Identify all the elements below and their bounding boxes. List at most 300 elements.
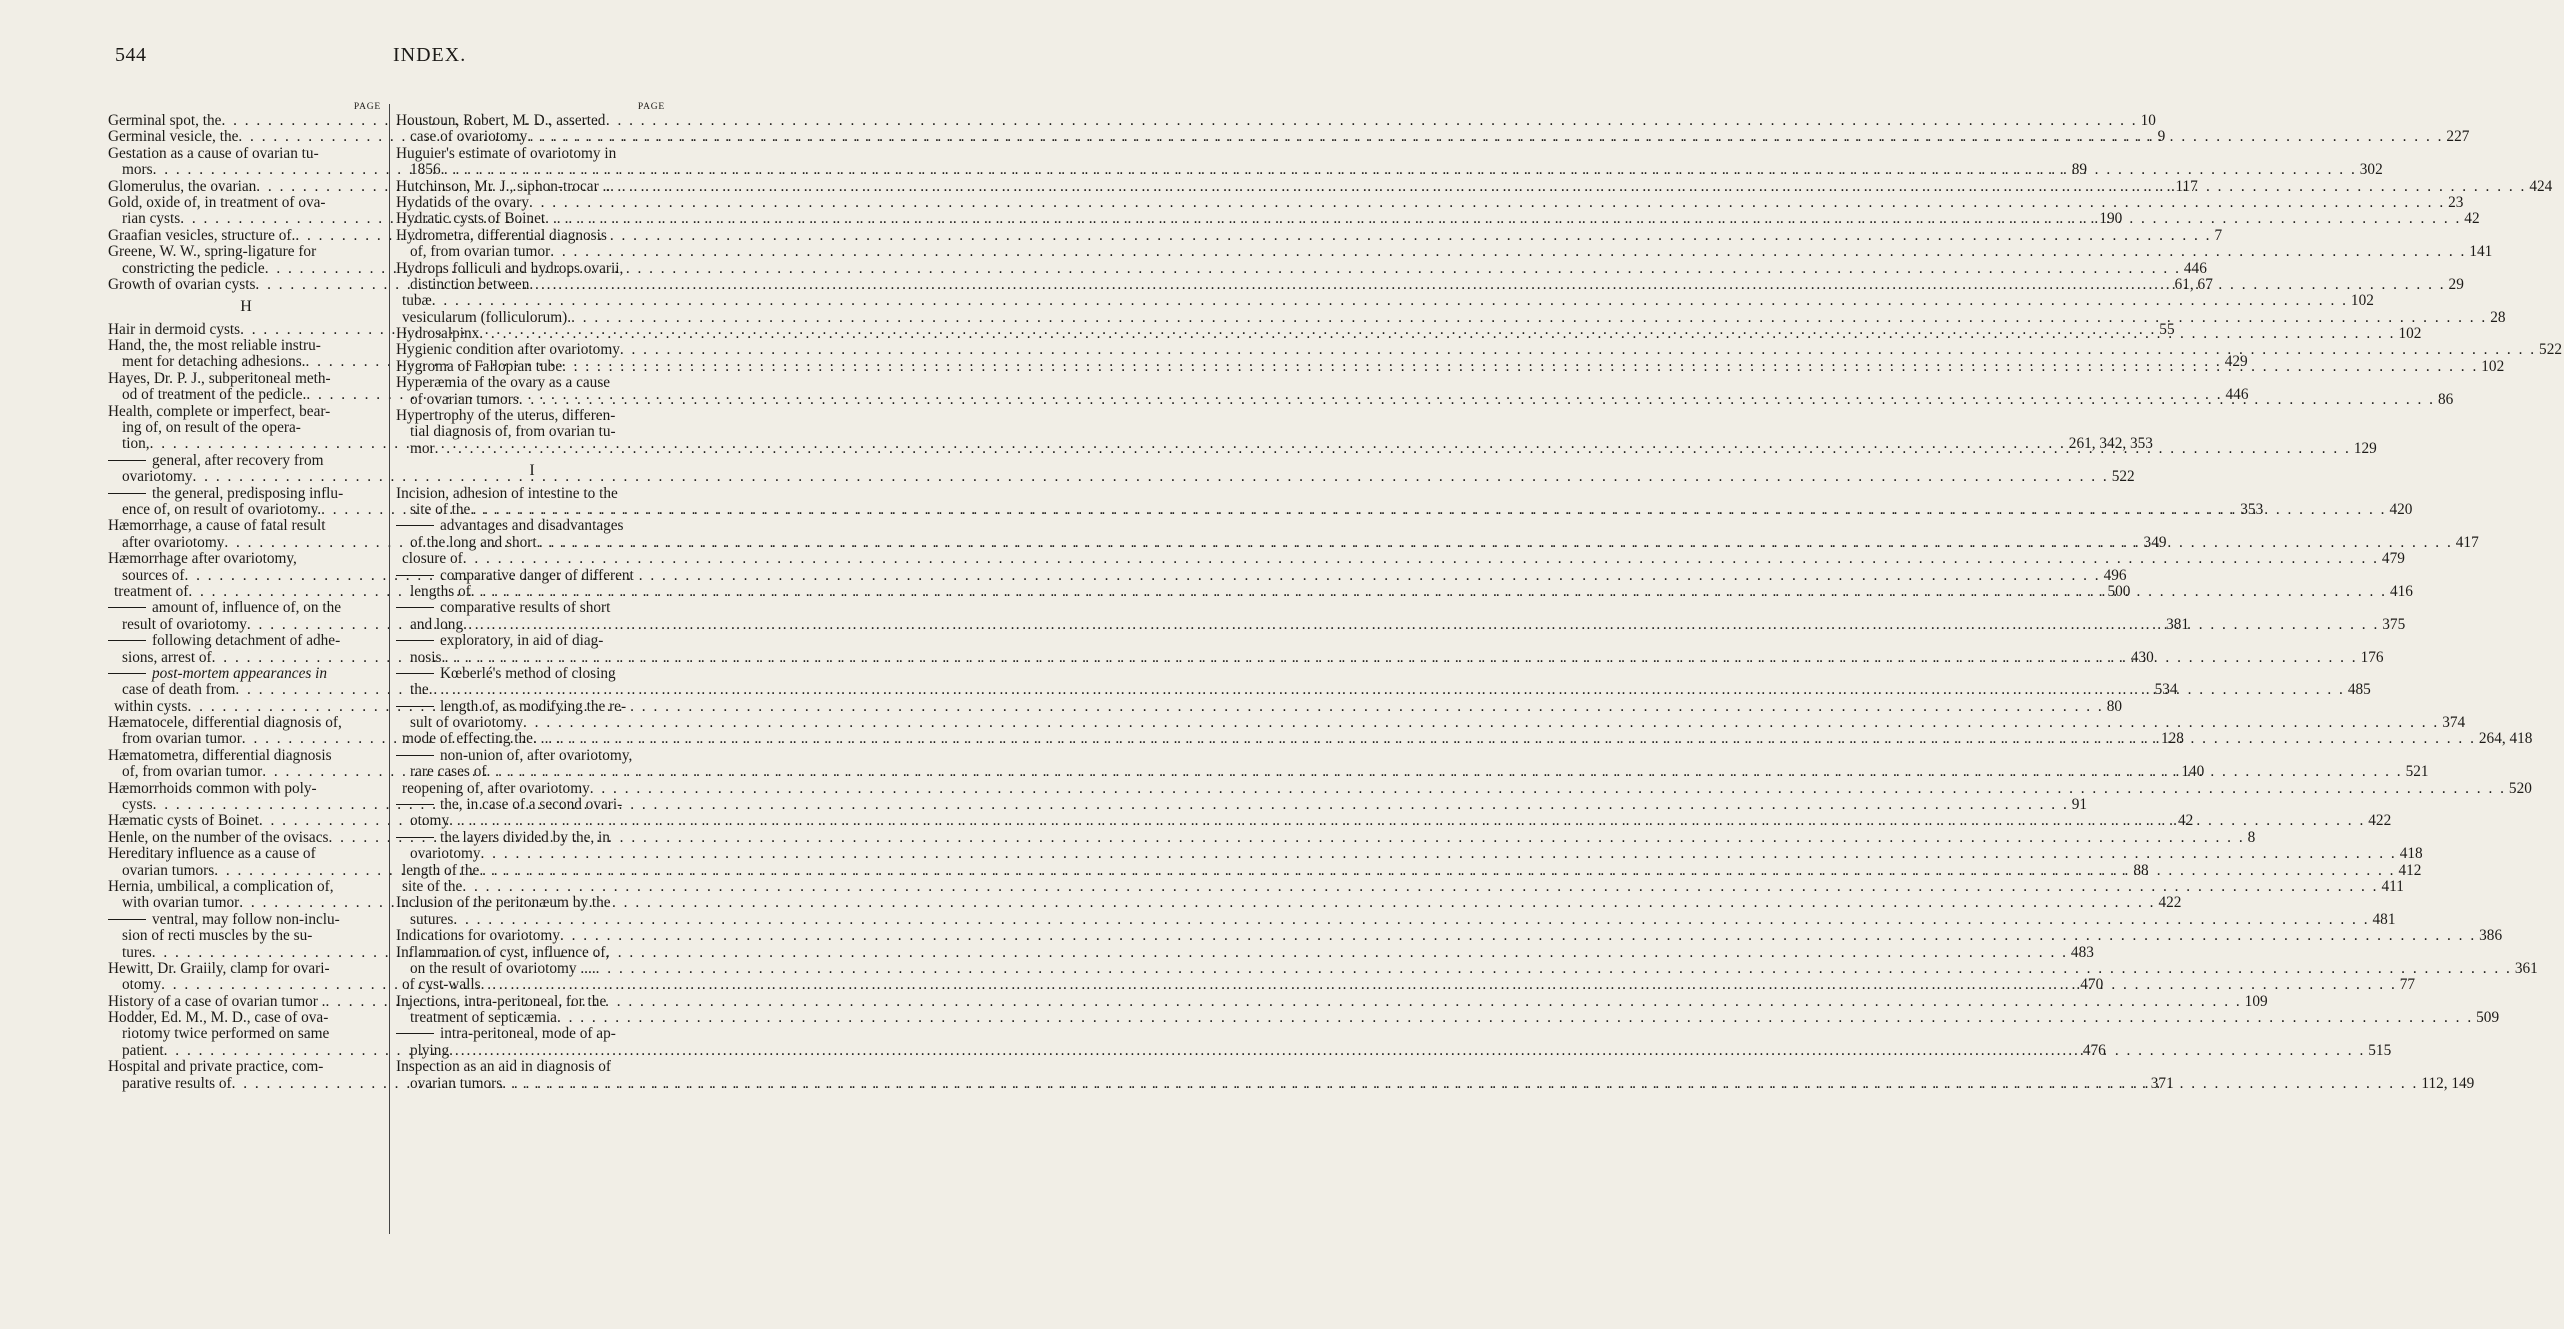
entry-text: sult of ovariotomy [410, 714, 524, 732]
page-reference: 522 [2111, 468, 2135, 486]
entry-text: ovarian tumors [122, 861, 215, 879]
page-reference: 418 [2399, 845, 2423, 863]
entry-text: Hand, the, the most reliable instru- [108, 337, 321, 355]
entry-text: Health, complete or imperfect, bear- [108, 402, 331, 420]
entry-text: amount of, influence of, on the [152, 599, 342, 617]
entry-text: the, in case of a second ovari- [440, 796, 623, 814]
entry-text: Hæmorrhoids common with poly- [108, 779, 317, 797]
page-reference: 102 [2398, 325, 2422, 343]
repeat-dash [108, 460, 146, 461]
entry-text: length of the [402, 861, 480, 879]
entry-text: following detachment of adhe- [152, 632, 341, 650]
repeat-dash [396, 1033, 434, 1034]
entry-text: Houstoun, Robert, M. D., asserted [396, 112, 606, 129]
entry-text: Hygroma of Fallopian tube [396, 357, 563, 375]
page-reference: 500 [2107, 582, 2131, 600]
entry-text: of cyst-walls [402, 976, 481, 994]
page-reference: 227 [2446, 128, 2470, 146]
entry-text: case of death from [122, 681, 236, 699]
entry-text: tubæ [402, 292, 432, 310]
index-entry [108, 748, 384, 764]
index-entry [108, 600, 384, 616]
index-entry [396, 812, 2392, 830]
page-reference: 374 [2442, 714, 2466, 732]
index-entry [396, 518, 668, 534]
entry-text: rian cysts [122, 210, 181, 228]
index-entry [396, 261, 668, 277]
leader-dots [519, 392, 2435, 408]
running-head: INDEX. [393, 44, 467, 66]
page-reference: 55 [2159, 320, 2175, 338]
repeat-dash [396, 575, 434, 576]
index-entry [108, 633, 384, 649]
entry-text: Hydrosalpinx [396, 325, 480, 343]
entry-text: Inclusion of the peritonæum by the [396, 894, 611, 912]
entry-text: Hydratic cysts of Boinet [396, 210, 546, 228]
entry-text: comparative results of short [440, 599, 611, 617]
entry-text: 1856 [410, 161, 441, 179]
entry-text: Hospital and private practice, com- [108, 1058, 324, 1076]
index-entry [108, 666, 384, 682]
leader-dots [471, 584, 2387, 600]
entry-text: ovariotomy [122, 468, 193, 486]
leader-dots [550, 244, 2466, 260]
index-entry [108, 244, 384, 260]
entry-text: comparative danger of different [440, 566, 634, 584]
entry-text: Hæmatometra, differential diagnosis [108, 746, 332, 764]
page-reference: 534 [2154, 681, 2178, 699]
repeat-dash [396, 837, 434, 838]
entry-text: Hygienic condition after ovariotomy [396, 341, 620, 359]
index-entry [396, 113, 668, 129]
page-column-label: PAGE [637, 102, 665, 112]
repeat-dash [396, 607, 434, 608]
entry-text: Hypertrophy of the uterus, differen- [396, 407, 616, 425]
index-entry [396, 945, 668, 961]
leader-dots [610, 179, 2526, 195]
index-entry [108, 715, 384, 731]
entry-text: Hewitt, Dr. Graiily, clamp for ovari- [108, 959, 330, 977]
entry-text: reopening of, after ovariotomy [402, 779, 590, 797]
repeat-dash [396, 804, 434, 805]
index-entry [396, 408, 668, 424]
entry-text: within cysts [114, 697, 188, 715]
leader-dots [462, 879, 2378, 895]
page-reference: 386 [2479, 927, 2503, 945]
repeat-dash [108, 673, 146, 674]
index-entry [108, 146, 384, 162]
repeat-dash [396, 706, 434, 707]
page-reference: 102 [2350, 292, 2374, 310]
entry-text: otomy [122, 976, 162, 994]
page-reference: 91 [2071, 796, 2088, 814]
entry-text: Hodder, Ed. M., M. D., case of ova- [108, 1009, 329, 1027]
page-reference: 476 [2082, 1041, 2106, 1059]
leader-dots [486, 764, 2402, 780]
leader-dots [560, 928, 2476, 944]
entry-text: Hernia, umbilical, a complication of, [108, 877, 334, 895]
entry-text: vesicularum (folliculorum). [402, 308, 572, 326]
index-entry [108, 912, 384, 928]
leader-dots [449, 813, 2365, 829]
page-reference: 8 [2247, 828, 2256, 846]
index-entry [108, 371, 384, 387]
entry-text: parative results of [122, 1074, 232, 1092]
entry-text: on the result of ovariotomy .... [410, 959, 596, 977]
entry-text: of, from ovarian tumor [410, 243, 551, 261]
page-reference: 42 [2464, 210, 2480, 228]
index-entry [396, 748, 668, 764]
entry-text: od of treatment of the pedicle. [122, 386, 307, 404]
entry-text: Huguier's estimate of ovariotomy in [396, 144, 617, 162]
entry-text: the [410, 681, 429, 699]
entry-text: Hyperæmia of the ovary as a cause [396, 374, 611, 392]
entry-text: cysts [122, 796, 153, 814]
index-entry [396, 292, 2374, 310]
entry-text: result of ovariotomy [122, 615, 247, 633]
index-entry [108, 338, 384, 354]
index-entry [396, 486, 668, 502]
entry-text: plying [410, 1041, 450, 1059]
index-entry [396, 375, 668, 391]
leader-dots [571, 310, 2487, 326]
entry-text: intra-peritoneal, mode of ap- [440, 1025, 616, 1043]
index-entry [396, 308, 2506, 326]
leader-dots [481, 846, 2397, 862]
repeat-dash [108, 493, 146, 494]
entry-text: treatment of [114, 582, 189, 600]
index-entry [396, 193, 2464, 211]
index-entry [396, 959, 2538, 977]
entry-text: non-union of, after ovariotomy, [440, 746, 633, 764]
page-reference: 109 [2244, 992, 2268, 1010]
page-reference: 424 [2529, 177, 2553, 195]
entry-text: rare cases of [410, 763, 487, 781]
page-reference: 89 [2071, 161, 2088, 179]
index-entry [396, 845, 2423, 863]
index-entry [108, 195, 384, 211]
index-entry [108, 1010, 384, 1026]
page-reference: 190 [2099, 210, 2123, 228]
index-entry [396, 877, 2404, 895]
index-entry [108, 781, 384, 797]
page-reference: 9 [2157, 128, 2166, 146]
leader-dots [481, 977, 2397, 993]
page-reference: 411 [2381, 877, 2404, 895]
entry-text: advantages and disadvantages [440, 517, 624, 535]
leader-dots [432, 293, 2348, 309]
entry-text: Germinal vesicle, the [108, 128, 239, 146]
page-reference: 29 [2448, 275, 2464, 293]
index-entry [396, 779, 2532, 797]
entry-text: mode of effecting the. . . . [402, 730, 560, 748]
page-reference: 86 [2437, 390, 2454, 408]
index-entry [108, 1059, 384, 1075]
page-reference: 422 [2368, 812, 2392, 830]
entry-text: Incision, adhesion of intestine to the [396, 484, 618, 502]
index-entry [396, 600, 668, 616]
entry-text: after ovariotomy [122, 533, 225, 551]
page-column-label: PAGE [353, 102, 381, 112]
index-entry [108, 1026, 384, 1042]
repeat-dash [108, 919, 146, 920]
page-reference: 264, 418 [2478, 730, 2533, 748]
leader-dots [441, 650, 2357, 666]
column-divider [389, 104, 390, 1234]
index-entry [396, 633, 668, 649]
leader-dots [429, 682, 2345, 698]
entry-text: Inspection as an aid in diagnosis of [396, 1058, 611, 1076]
entry-text: ence of, on result of ovariotomy. [122, 500, 322, 518]
index-entry [396, 994, 668, 1010]
page-reference: 375 [2382, 615, 2406, 633]
entry-text: of the long and short [410, 533, 537, 551]
index-entry [396, 895, 668, 911]
leader-dots [529, 277, 2445, 293]
index-entry [108, 961, 384, 977]
entry-text: sources of [122, 566, 185, 584]
leader-dots [596, 961, 2512, 977]
leader-dots [453, 912, 2369, 928]
page-reference: 10 [2140, 112, 2156, 129]
index-entry [396, 927, 2503, 945]
entry-text: sutures [410, 910, 454, 928]
entry-text: with ovarian tumor [122, 894, 240, 912]
entry-text: constricting the pedicle [122, 259, 265, 277]
entry-text: ing of, on result of the opera- [122, 419, 301, 437]
entry-text: ventral, may follow non-inclu- [152, 910, 340, 928]
page-reference: 42 [2178, 812, 2194, 830]
page-reference: 261, 342, 353 [2068, 435, 2153, 453]
page-reference: 61, 67 [2174, 275, 2213, 293]
entry-text: ovarian tumors [410, 1074, 503, 1092]
index-entry [396, 424, 668, 440]
leader-dots [537, 535, 2453, 551]
index-entry [396, 550, 2405, 568]
page-reference: 515 [2368, 1041, 2392, 1059]
entry-text: the general, predisposing influ- [152, 484, 344, 502]
leader-dots [449, 1043, 2365, 1059]
page-reference: 80 [2106, 697, 2122, 715]
index-entry [396, 243, 2493, 261]
leader-dots [441, 162, 2357, 178]
index-entry [396, 910, 2396, 928]
page-reference: 129 [2353, 439, 2377, 457]
section-letter-h: H [240, 298, 252, 316]
page-reference: 102 [2481, 357, 2505, 375]
entry-text: patient [122, 1041, 164, 1059]
page-reference: 23 [2448, 193, 2464, 211]
page-reference: 349 [2143, 533, 2167, 551]
entry-text: sion of recti muscles by the su- [122, 927, 313, 945]
page-reference: 302 [2359, 161, 2383, 179]
entry-text: Henle, on the number of the ovisacs [108, 828, 329, 846]
page-reference: 361 [2514, 959, 2538, 977]
index-entry [108, 486, 384, 502]
leader-dots [479, 326, 2395, 342]
page-reference: 176 [2360, 648, 2384, 666]
index-entry [108, 846, 384, 862]
entry-text: Gestation as a cause of ovarian tu- [108, 144, 319, 162]
index-entry [396, 714, 2466, 732]
page-reference: 483 [2070, 943, 2094, 961]
entry-text: from ovarian tumor [122, 730, 242, 748]
page-reference: 141 [2469, 243, 2493, 261]
entry-text: Hæmatic cysts of Boinet [108, 812, 259, 830]
entry-text: otomy [410, 812, 450, 830]
page-reference: 479 [2381, 550, 2405, 568]
leader-dots [557, 1010, 2473, 1026]
entry-text: Hydrops folliculi and hydrops ovarii, [396, 259, 624, 277]
entry-text: tial diagnosis of, from ovarian tu- [410, 423, 616, 441]
index-entry [396, 1026, 668, 1042]
page-reference: 140 [2181, 763, 2205, 781]
entry-text: Hydrometra, differential diagnosis [396, 226, 607, 244]
page-reference: 520 [2508, 779, 2532, 797]
entry-text: Hereditary influence as a cause of [108, 845, 316, 863]
section-letter-i: I [529, 462, 535, 480]
entry-text: lengths of [410, 582, 471, 600]
index-entry [108, 518, 384, 534]
index-entry [396, 228, 668, 244]
page-reference: 446 [2183, 259, 2207, 277]
page-reference: 446 [2225, 386, 2249, 404]
index-entry [108, 404, 384, 420]
entry-text: site of the [410, 500, 471, 518]
entry-text: site of the [402, 877, 463, 895]
index-entry [108, 879, 384, 895]
page-reference: 481 [2372, 910, 2396, 928]
entry-text: Hutchinson, Mr. J., siphon-trocar .. [396, 177, 611, 195]
repeat-dash [396, 525, 434, 526]
repeat-dash [396, 755, 434, 756]
index-entry [396, 797, 668, 813]
index-entry [396, 830, 668, 846]
entry-text: sions, arrest of [122, 648, 212, 666]
page-reference: 430 [2130, 648, 2154, 666]
leader-dots [523, 715, 2439, 731]
entry-text: ment for detaching adhesions. [122, 353, 306, 371]
page-number: 544 [115, 44, 147, 66]
index-entry [396, 699, 668, 715]
index-entry [108, 928, 384, 944]
entry-text: Growth of ovarian cysts [108, 275, 256, 293]
entry-text: the layers divided by the, in [440, 828, 610, 846]
leader-dots [502, 1076, 2418, 1092]
page-reference: 522 [2539, 341, 2562, 359]
index-entry [108, 551, 384, 567]
entry-text: Hayes, Dr. P. J., subperitoneal meth- [108, 369, 331, 387]
page-reference: 117 [2175, 177, 2198, 195]
index-entry [108, 453, 384, 469]
page-reference: 416 [2389, 582, 2413, 600]
index-entry [396, 1059, 668, 1075]
page-reference: 420 [2389, 500, 2413, 518]
entry-text: Hair in dermoid cysts [108, 320, 241, 338]
entry-text: ovariotomy [410, 845, 481, 863]
entry-text: of ovarian tumors [410, 390, 519, 408]
index-entry [108, 468, 2135, 486]
index-entry [396, 146, 668, 162]
entry-text: Germinal spot, the [108, 112, 222, 129]
page-reference: 470 [2080, 976, 2104, 994]
leader-dots [470, 502, 2386, 518]
page-reference: 128 [2160, 730, 2184, 748]
entry-text: length of, as modifying the re- [440, 697, 627, 715]
entry-text: Gold, oxide of, in treatment of ova- [108, 193, 326, 211]
entry-text: riotomy twice performed on same [122, 1025, 330, 1043]
repeat-dash [108, 640, 146, 641]
page-reference: 496 [2103, 566, 2127, 584]
page-reference: 412 [2398, 861, 2422, 879]
page-reference: 485 [2347, 681, 2371, 699]
entry-text: Glomerulus, the ovarian [108, 177, 257, 195]
page-reference: 422 [2158, 894, 2182, 912]
entry-text: tion, [122, 435, 150, 453]
entry-text: and long [410, 615, 464, 633]
entry-text: Injections, intra-peritoneal, for the [396, 992, 607, 1010]
leader-dots [560, 731, 2476, 747]
entry-text: History of a case of ovarian tumor . [108, 992, 326, 1010]
entry-text: case of ovariotomy [410, 128, 528, 146]
page-reference: 28 [2490, 308, 2506, 326]
page-reference: 521 [2405, 763, 2429, 781]
leader-dots [479, 863, 2395, 879]
index-entry [396, 568, 668, 584]
page-reference: 429 [2224, 353, 2248, 371]
entry-text: of, from ovarian tumor [122, 763, 263, 781]
index-entry [108, 420, 384, 436]
entry-text: exploratory, in aid of diag- [440, 632, 604, 650]
leader-dots [529, 195, 2445, 211]
entry-text: post-mortem appearances in [152, 664, 328, 682]
entry-text: mor [410, 439, 435, 457]
page-reference: 371 [2150, 1074, 2174, 1092]
leader-dots [590, 781, 2506, 797]
page-reference: 509 [2476, 1009, 2500, 1027]
entry-text: Hæmorrhage after ovariotomy, [108, 550, 297, 568]
leader-dots [545, 211, 2461, 227]
leader-dots [562, 359, 2478, 375]
entry-text: Kœberlé's method of closing [440, 664, 616, 682]
entry-text: tures [122, 943, 152, 961]
page-reference: 88 [2133, 861, 2149, 879]
entry-text: distinction between [410, 275, 530, 293]
entry-text: Indications for ovariotomy [396, 927, 560, 945]
entry-text: Graafian vesicles, structure of. [108, 226, 296, 244]
page-reference: 353 [2240, 500, 2264, 518]
page-reference: 417 [2455, 533, 2479, 551]
repeat-dash [396, 640, 434, 641]
leader-dots [527, 129, 2443, 145]
entry-text: Greene, W. W., spring-ligature for [108, 243, 317, 261]
entry-text: closure of [402, 550, 463, 568]
entry-text: Inflammation of cyst, influence of, [396, 943, 610, 961]
page-reference: 7 [2214, 226, 2223, 244]
entry-text: nosis [410, 648, 442, 666]
repeat-dash [108, 607, 146, 608]
leader-dots [463, 617, 2379, 633]
entry-text: general, after recovery from [152, 451, 324, 469]
index-entry [396, 341, 2562, 359]
entry-text: mors [122, 161, 153, 179]
leader-dots [463, 551, 2379, 567]
repeat-dash [396, 673, 434, 674]
entry-text: Hæmorrhage, a cause of fatal result [108, 517, 326, 535]
page-reference: 112, 149 [2421, 1074, 2475, 1092]
index-entry [396, 128, 2470, 146]
entry-text: Hydatids of the ovary [396, 193, 529, 211]
